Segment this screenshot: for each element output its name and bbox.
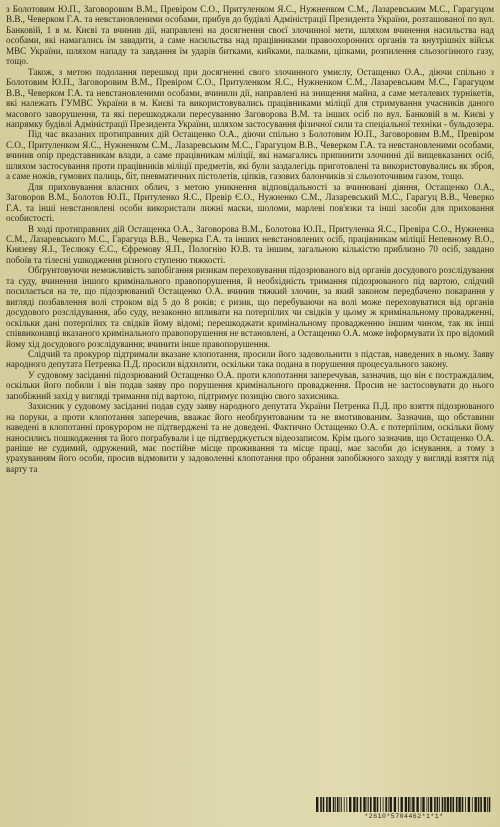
paragraph: Обґрунтовуючи неможливість запобігання ризикам переховування підозрюваного від органів досудового розслідування та суду, вчинення іншого кримінального правопорушення, й необхідність тримання підозрюваного під вартою, слідчий посилається на те, що підозрюваний Остащенко О.А. вчинив тяжкий злочин, за який законом передбачено покарання у вигляді позбавлення волі строком від 5 до 8 років; є ризик, що перебуваючи на волі може переховуватися від органів досудового розслідування, або суду, незаконно впливати на потерпілих чи свідків у цьому ж кримінальному провадженні, оскільки дані потерпілих та свідків йому відомі; перешкоджати кримінальному провадженню іншим чином, так як інші співвиконавці вказаного кримінального правопорушення не встановлені, а Остащенко О.А. може інформувати їх про відомий йому хід досудового розслідування; вчинити інше правопорушення. xyxy=(6,265,494,349)
barcode-bar xyxy=(421,797,422,812)
paragraph: В ході протиправних дій Остащенка О.А., Заговорова В.М., Болотова Ю.П., Притуленка Я.С., Превіра С.О., Нужненка С.М., Лазаревського М.С., Гарагуца В.В., Чеверка Г.А. та інших невстановлених осіб, працівникам міліції Непевному В.О., Князеву Я.І., Теслюку Є.С., Єфремову Я.П., Пологнію Ю.В. та іншим, загальною кількістю приблизно 70 осіб, завдано побоїв та тілесні ушкодження різного ступеню тяжкості. xyxy=(6,223,494,265)
paragraph: Під час вказаних протиправних дій Остащенко О.А., діючи спільно з Болотовим Ю.П., Заговоровим В.М., Превіром С.О., Притуленком Я.С., Нужненком С.М., Лазаревським М.С., Гарагуцом В.В., Чеверком Г.А. та невстановленими особами, вчинив опір представникам влади, а саме працівникам міліції, які намагались припинити злочинні дії вищевказаних осіб, шляхом застосування проти працівників міліції предметів, які були заздалегідь приготовлені та використовувались як зброя, а саме ножів, гумових палиць, біт, пневматичних пістолетів, ціпків, газових балончиків зі сльозоточивим газом, тощо. xyxy=(6,129,494,182)
barcode-bar xyxy=(340,797,341,812)
barcode-bar xyxy=(408,797,410,812)
barcode-bar xyxy=(462,797,464,812)
document-body xyxy=(6,4,494,784)
barcode-bar xyxy=(368,797,369,812)
barcode-bar xyxy=(337,797,339,812)
barcode-bar xyxy=(357,797,359,812)
barcode-bar xyxy=(316,797,318,812)
barcode-bar xyxy=(453,797,455,812)
barcode-bar xyxy=(320,797,322,812)
barcode-bar xyxy=(478,797,480,812)
barcode-bar xyxy=(349,797,351,812)
barcode-bar xyxy=(480,797,482,812)
barcode-bar xyxy=(444,797,446,812)
barcode-bar xyxy=(428,797,429,812)
barcode-bar xyxy=(398,797,399,812)
barcode-bar xyxy=(465,797,466,812)
barcode-bar xyxy=(394,797,396,812)
barcode-bar xyxy=(383,797,384,812)
barcode-bar xyxy=(416,797,418,812)
barcode-bar xyxy=(472,797,473,812)
barcode-bar xyxy=(377,797,379,812)
barcode-bar xyxy=(363,797,365,812)
paragraph: Для приховування власних облич, з метою уникнення відповідальності за вчинювані діяння, Остащенко О.А., Заговоров В.М., Болотов Ю.П., Притуленко Я.С., Превір Є.О., Нужненко С.М., Лазаревський М.С., Гарагуц В.В., Чеверко Г.А. та інші невстановлені особи використали лижні маски, шоломи, марлеві пов'язки та інші засоби для приховання особистості. xyxy=(6,181,494,224)
barcode-bar xyxy=(422,797,424,812)
barcode-bar xyxy=(434,797,436,812)
barcode-bar xyxy=(390,797,392,812)
barcode-bar xyxy=(370,797,372,812)
paragraph: Також, з метою подолання перешкод при досягненні свого злочинного умислу, Остащенко О.А., діючи спільно з Болотовим Ю.П., Заговоровим В.М., Превіром С.О., Притуленком Я.С., Нужненком С.М., Лазаревським М.С., Гарагуцом В.В., Чеверком Г.А. та невстановленими особами, вчинили дії, направлені на знищення майна, а саме металевих турнікетів, які належать ГУМВС України в м. Києві та використовувались працівниками міліції для стримування учасників даного масового заворушення, та які перешкоджали пересуванню Заговорова В.М. та інших осіб по вул. Банковій в м. Києві у напрямку будівлі Адміністрації Президента України, шляхом застосування фізичної сили та спеціальної техніки - бульдозера. xyxy=(6,66,494,129)
barcode-bars xyxy=(314,797,494,812)
barcode-bar xyxy=(373,797,375,812)
barcode-bar xyxy=(405,797,407,812)
barcode-bar xyxy=(341,797,342,812)
barcode-bar xyxy=(437,797,439,812)
barcode-bar xyxy=(323,797,325,812)
barcode-bar xyxy=(475,797,477,812)
barcode-bar xyxy=(333,797,335,812)
barcode xyxy=(314,797,494,819)
barcode-bar xyxy=(468,797,470,812)
barcode-bar xyxy=(326,797,328,812)
barcode-bar xyxy=(487,797,488,812)
barcode-bar xyxy=(346,797,347,812)
barcode-bar xyxy=(353,797,355,812)
barcode-bar xyxy=(458,797,460,812)
paragraph: Захисник у судовому засіданні подав суду заяву народного депутата України Петренка П.Д. про взяття підозрюваного на поруки, а проти клопотання заперечив, вважає його необґрунтованим та не вмотивованим. Зазначив, що обставини наведені в клопотанні прокурором не підтверджені та не доведені. Фактично Остащенко О.А. є потерпілим, оскільки йому наносились пошкодження та його пограбували і це підтверджується відеозаписом. Крім цього зазначив, що Остащенко О.А. раніше не судимий, одружений, має постійне місце проживання та місце праці, має засоби до існування, а тому з урахуванням його особи, просив відмовити у задоволенні клопотання про обрання запобіжного заходу у вигляді взяття під варту та xyxy=(6,401,494,474)
barcode-bar xyxy=(489,797,491,812)
barcode-bar xyxy=(442,797,444,812)
barcode-bar xyxy=(344,797,345,812)
barcode-bar xyxy=(335,797,336,812)
paragraph: з Болотовим Ю.П., Заговоровим В.М., Превіром С.О., Притуленком Я.С., Нужненком С.М., Лазаревським М.С., Гарагуцом В.В., Чеверком Г.А. та невстановленими особами, прибув до будівлі Адміністрації Президента України, розташованої по вул. Банковій, 1 в м. Києві та вчинив дії, направлені на досягнення своєї злочинної мети, шляхом вчинення насильства над особами, які намагались їм завадити, а саме насильства над працівниками правоохоронних органів та внутрішніх військ МВС України, шляхом нападу та завдання їм ударів битками, кийками, палками, ціпками, розпилення сльозогінного газу, тощо. xyxy=(6,4,494,67)
paragraph: Слідчий та прокурор підтримали вказане клопотання, просили його задовольнити з підстав, наведених в ньому. Заяву народного депутата Петренка П.Д. просили відхилити, оскільки така подана в порушення процесуального закону. xyxy=(6,348,494,370)
barcode-bar xyxy=(367,797,368,812)
barcode-bar xyxy=(412,797,414,812)
barcode-bar xyxy=(456,797,458,812)
barcode-bar xyxy=(484,797,486,812)
barcode-bar xyxy=(388,797,389,812)
barcode-bar xyxy=(427,797,428,812)
barcode-bar xyxy=(430,797,432,812)
barcode-bar xyxy=(329,797,331,812)
barcode-bar xyxy=(360,797,362,812)
barcode-bar xyxy=(411,797,412,812)
barcode-bar xyxy=(439,797,440,812)
barcode-bar xyxy=(380,797,381,812)
barcode-bar xyxy=(401,797,403,812)
paragraph: У судовому засіданні підозрюваний Остащенко О.А. проти клопотання заперечував, зазначив, що він є постраждалим, оскільки його побили і він подав заяву про порушення кримінального провадження. Просив не застосовувати до нього запобіжний захід у вигляді тримання під вартою, підтримує позицію свого захисника. xyxy=(6,369,494,401)
barcode-number: *2610*5704462*1*1* xyxy=(364,813,444,820)
barcode-bar xyxy=(450,797,452,812)
barcode-bar xyxy=(385,797,387,812)
barcode-bar xyxy=(447,797,449,812)
